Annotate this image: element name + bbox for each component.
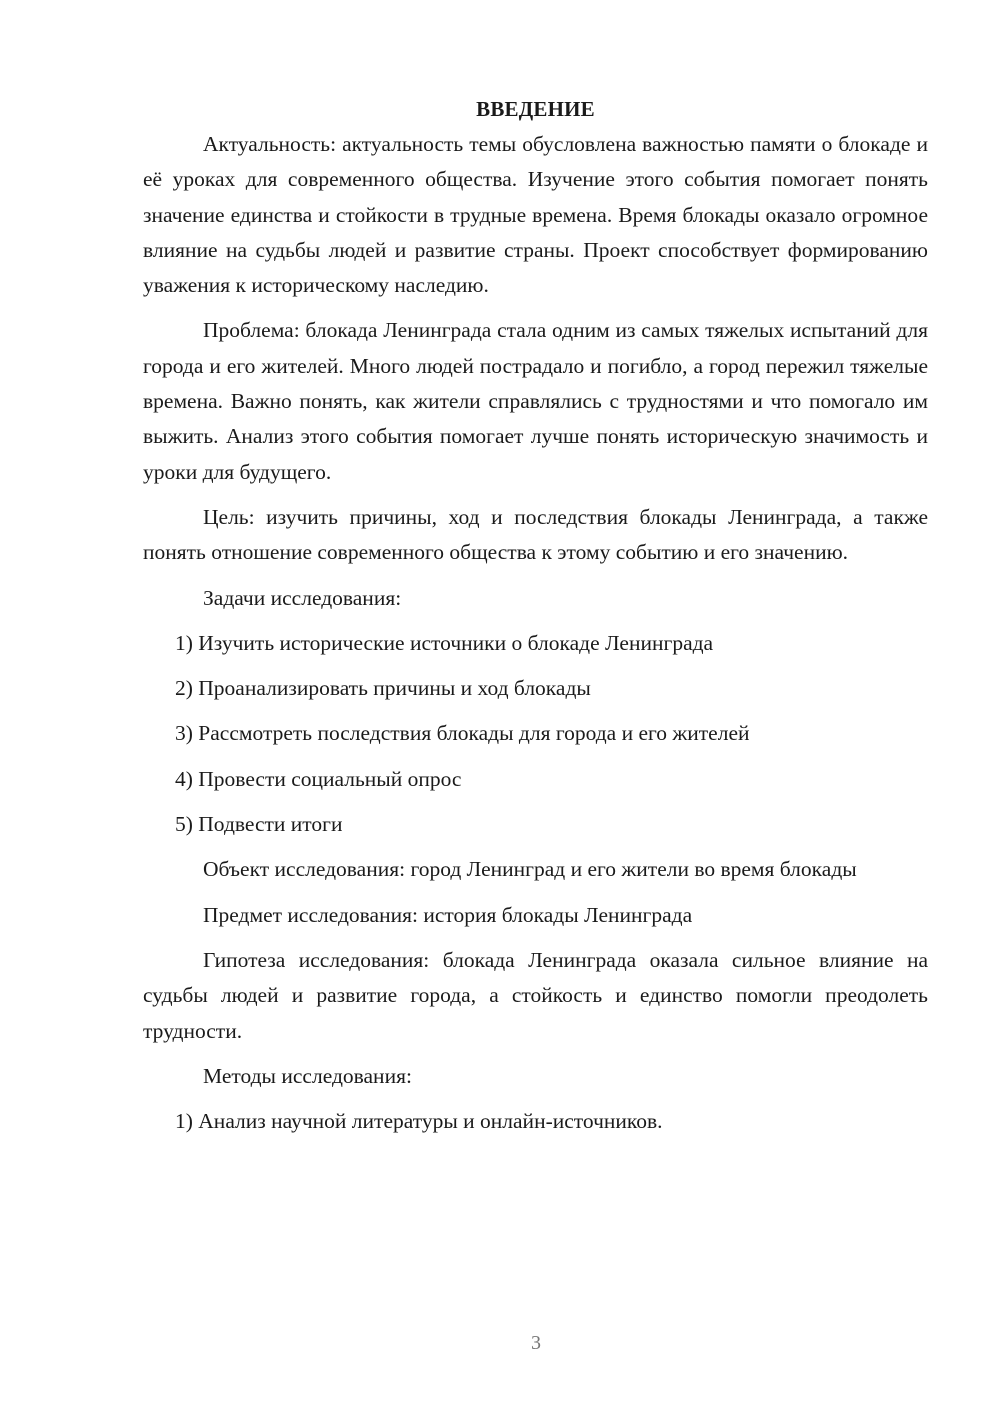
task-item-4: 4) Провести социальный опрос — [175, 766, 462, 791]
page-number: 3 — [531, 1332, 541, 1354]
task-item-3: 3) Рассмотреть последствия блокады для города и его жителей — [175, 721, 750, 746]
method-item-1: 1) Анализ научной литературы и онлайн-источников. — [175, 1109, 663, 1134]
goal-paragraph: Цель: изучить причины, ход и последствия блокады Ленинграда, а также понять отношение современного общества к этому событию и его значению. — [143, 504, 928, 565]
task-item-5: 5) Подвести итоги — [175, 812, 343, 837]
section-heading: ВВЕДЕНИЕ — [476, 97, 595, 121]
relevance-paragraph: Актуальность: актуальность темы обусловлена важностью памяти о блокаде и её уроках для современного общества. Изучение этого события помогает понять значение единства и стойкости в трудные времена. Время блокады оказало огромное влияние на судьбы людей и развитие страны. Проект способствует формированию уважения к историческому наследию. — [143, 132, 928, 298]
document-page — [143, 92, 928, 1149]
hypothesis-paragraph: Гипотеза исследования: блокада Ленинграда оказала сильное влияние на судьбы людей и развитие города, а стойкость и единство помогли преодолеть трудности. — [143, 947, 928, 1043]
task-item-1: 1) Изучить исторические источники о блокаде Ленинграда — [175, 630, 714, 655]
methods-title: Методы исследования: — [203, 1063, 412, 1088]
task-item-2: 2) Проанализировать причины и ход блокады — [175, 676, 591, 701]
problem-paragraph: Проблема: блокада Ленинграда стала одним из самых тяжелых испытаний для города и его жителей. Много людей пострадало и погибло, а город пережил тяжелые времена. Важно понять, как жители справлялись с трудностями и что помогало им выжить. Анализ этого события помогает лучше понять историческую значимость и уроки для будущего. — [143, 318, 928, 484]
object-paragraph: Объект исследования: город Ленинград и его жители во время блокады — [203, 857, 857, 882]
subject-line: Предмет исследования: история блокады Ленинграда — [203, 902, 693, 927]
tasks-title: Задачи исследования: — [203, 585, 402, 610]
